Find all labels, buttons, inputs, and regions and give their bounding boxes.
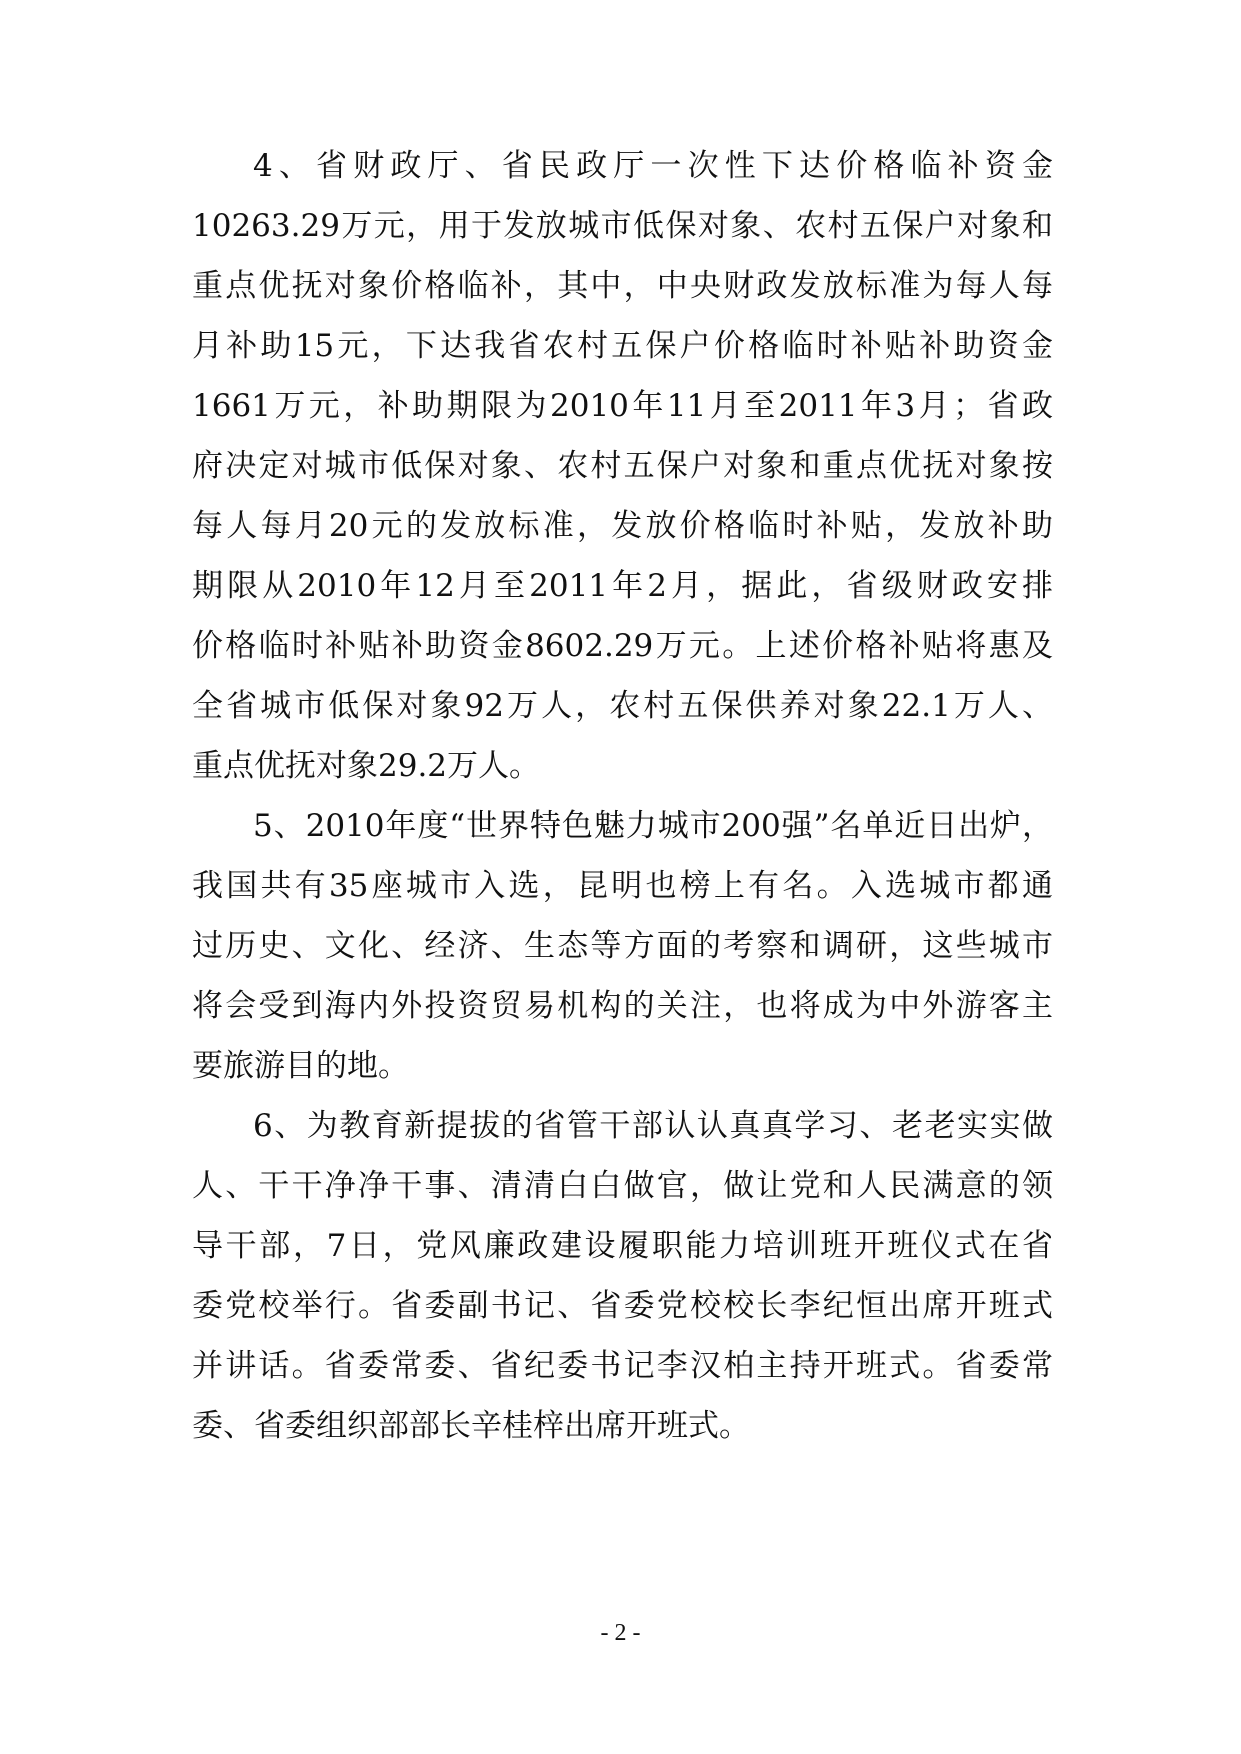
text-line: 1661万元，补助期限为2010年11月至2011年3月；省政 [192, 388, 1053, 424]
text-line: 全省城市低保对象92万人，农村五保供养对象22.1万人、 [192, 688, 1053, 724]
text-line: 府决定对城市低保对象、农村五保户对象和重点优抚对象按 [192, 448, 1053, 484]
text-line: 我国共有35座城市入选，昆明也榜上有名。入选城市都通 [192, 868, 1053, 904]
text-line: 重点优抚对象价格临补，其中，中央财政发放标准为每人每 [192, 268, 1053, 304]
text-line: 价格临时补贴补助资金8602.29万元。上述价格补贴将惠及 [192, 628, 1053, 664]
text-line: 期限从2010年12月至2011年2月，据此，省级财政安排 [192, 568, 1053, 604]
text-line: 导干部，7日，党风廉政建设履职能力培训班开班仪式在省 [192, 1228, 1053, 1264]
text-line: 将会受到海内外投资贸易机构的关注，也将成为中外游客主 [192, 988, 1053, 1024]
text-line: 过历史、文化、经济、生态等方面的考察和调研，这些城市 [192, 928, 1053, 964]
text-line: 人、干干净净干事、清清白白做官，做让党和人民满意的领 [192, 1168, 1053, 1204]
text-line: 10263.29万元，用于发放城市低保对象、农村五保户对象和 [192, 208, 1053, 244]
page-number: - 2 - [600, 1620, 641, 1646]
text-line: 并讲话。省委常委、省纪委书记李汉柏主持开班式。省委常 [192, 1348, 1053, 1384]
text-line: 重点优抚对象29.2万人。 [192, 748, 541, 784]
text-line: 月补助15元，下达我省农村五保户价格临时补贴补助资金 [192, 328, 1053, 364]
text-line: 要旅游目的地。 [192, 1048, 409, 1084]
text-line: 委党校举行。省委副书记、省委党校校长李纪恒出席开班式 [192, 1288, 1053, 1324]
text-line: 每人每月20元的发放标准，发放价格临时补贴，发放补助 [192, 508, 1053, 544]
text-line: 5、2010年度“世界特色魅力城市200强”名单近日出炉， [253, 808, 1053, 844]
text-line: 委、省委组织部部长辛桂梓出席开班式。 [192, 1408, 750, 1444]
text-line: 4、省财政厅、省民政厅一次性下达价格临补资金 [253, 148, 1053, 184]
text-line: 6、为教育新提拔的省管干部认认真真学习、老老实实做 [253, 1108, 1053, 1144]
